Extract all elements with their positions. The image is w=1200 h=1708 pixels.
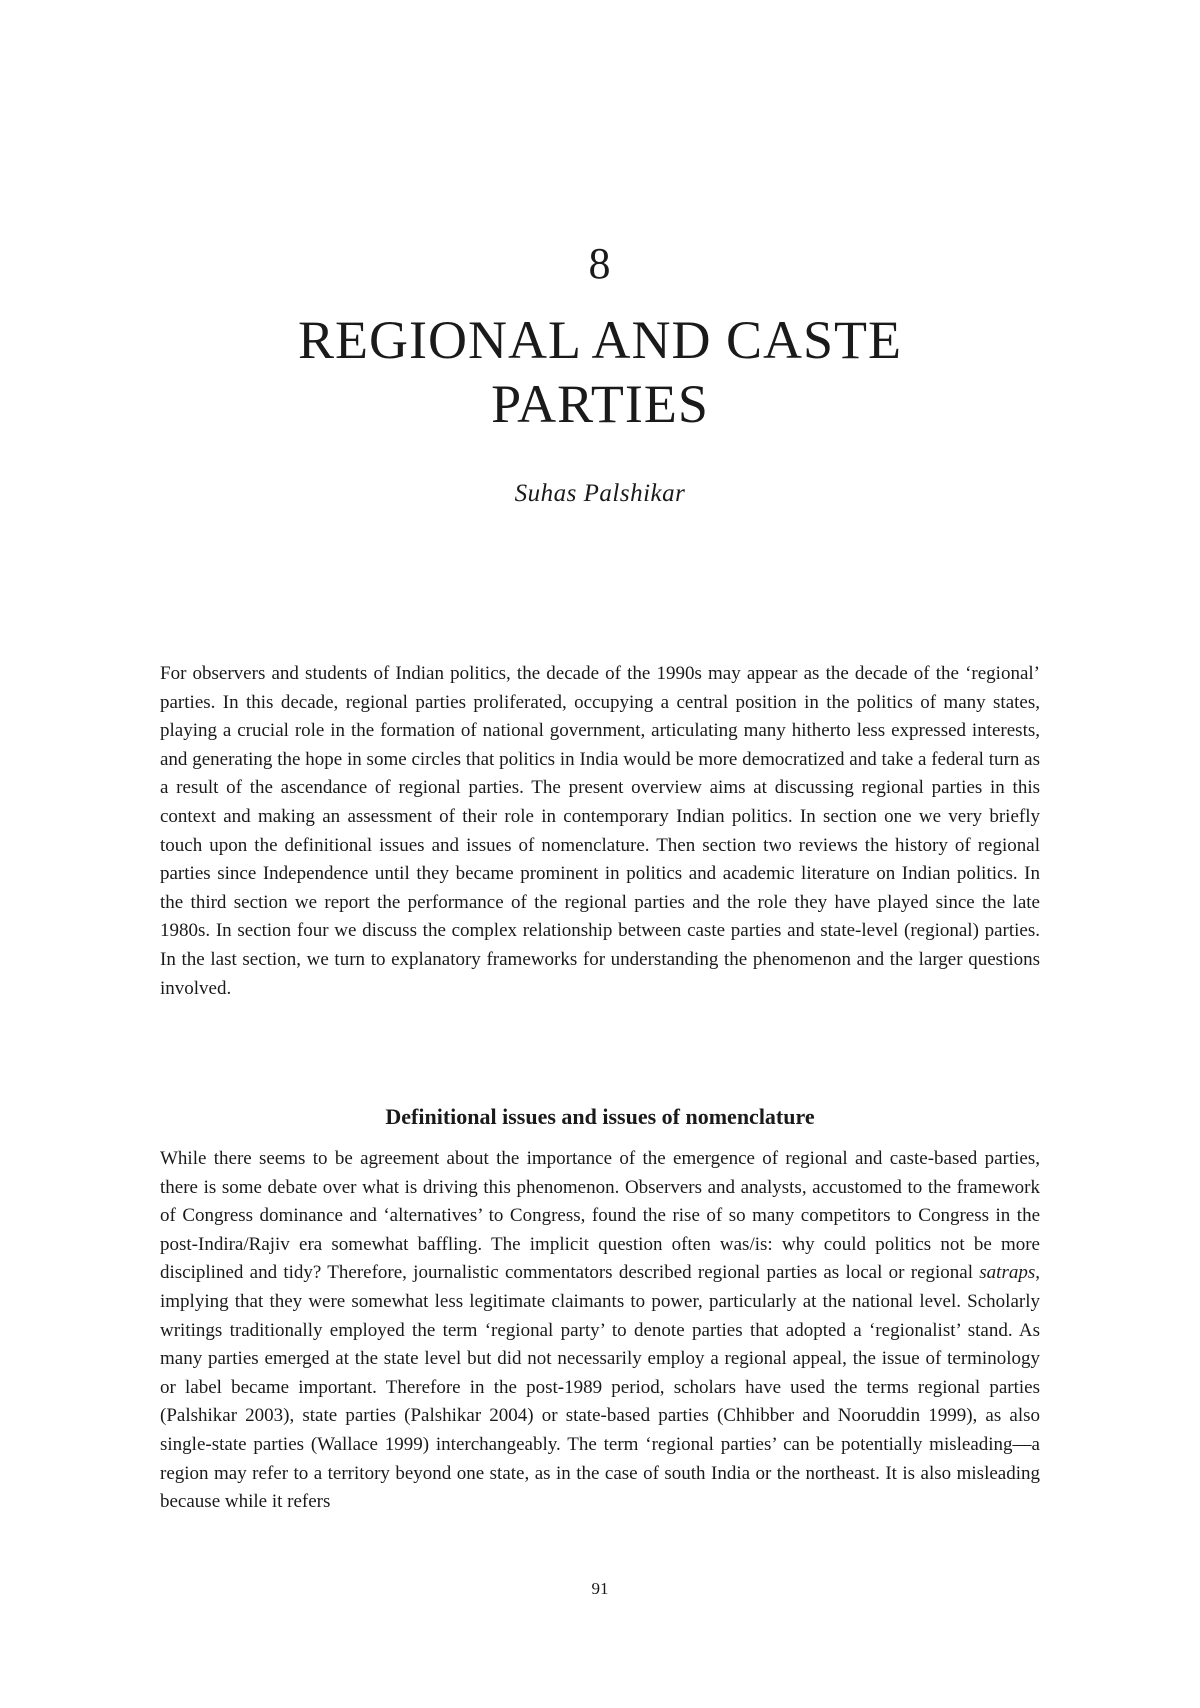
chapter-number: 8 [588,239,612,288]
section-paragraph-emphasis: satraps [979,1262,1036,1284]
chapter-title-line-2: PARTIES [491,374,709,434]
intro-paragraph: For observers and students of Indian politics, the decade of the 1990s may appear as the decade of the ‘regional’ parties. In this decade, regional parties proliferated, occupying a central position in the politics of many states, playing a crucial role in the formation of national government, articulating many hitherto less expressed interests, and generating the hope in some circles that politics in India would be more democratized and take a federal turn as a result of the ascendance of regional parties. The present overview aims at discussing regional parties in this context and making an assessment of their role in contemporary Indian politics. In section one we very briefly touch upon the definitional issues and issues of nomenclature. Then section two reviews the history of regional parties since Independence until they became prominent in politics and academic literature on Indian politics. In the third section we report the performance of the regional parties and the role they have played since the late 1980s. In section four we discuss the complex relationship between caste parties and state-level (regional) parties. In the last section, we turn to explanatory frameworks for understanding the phenomenon and the larger questions involved. [160,663,1040,999]
section-paragraph [160,1145,1040,1517]
page-number: 91 [591,1579,609,1598]
chapter-title-line-1: REGIONAL AND CASTE [298,310,902,370]
section-paragraph-text-1: While there seems to be agreement about the importance of the emergence of regional and caste-based parties, there is some debate over what is driving this phenomenon. Observers and analysts, accustomed to the framework of Congress dominance and ‘alternatives’ to Congress, found the rise of so many competitors to Congress in the post-Indira/Rajiv era somewhat baffling. The implicit question often was/is: why could politics not be more disciplined and tidy? Therefore, journalistic commentators described regional parties as local or regional [160,1148,1040,1284]
section-heading: Definitional issues and issues of nomenclature [385,1104,815,1129]
chapter-author: Suhas Palshikar [514,480,686,507]
chapter-title [0,308,1200,436]
section-paragraph-text-2: , implying that they were somewhat less legitimate claimants to power, particularly at the national level. Scholarly writings traditionally employed the term ‘regional party’ to denote parties that adopted a ‘regionalist’ stand. As many parties emerged at the state level but did not necessarily employ a regional appeal, the issue of terminology or label became important. Therefore in the post-1989 period, scholars have used the terms regional parties (Palshikar 2003), state parties (Palshikar 2004) or state-based parties (Chhibber and Nooruddin 1999), as also single-state parties (Wallace 1999) interchangeably. The term ‘regional parties’ can be potentially misleading—a region may refer to a territory beyond one state, as in the case of south India or the northeast. It is also misleading because while it refers [160,1262,1040,1513]
